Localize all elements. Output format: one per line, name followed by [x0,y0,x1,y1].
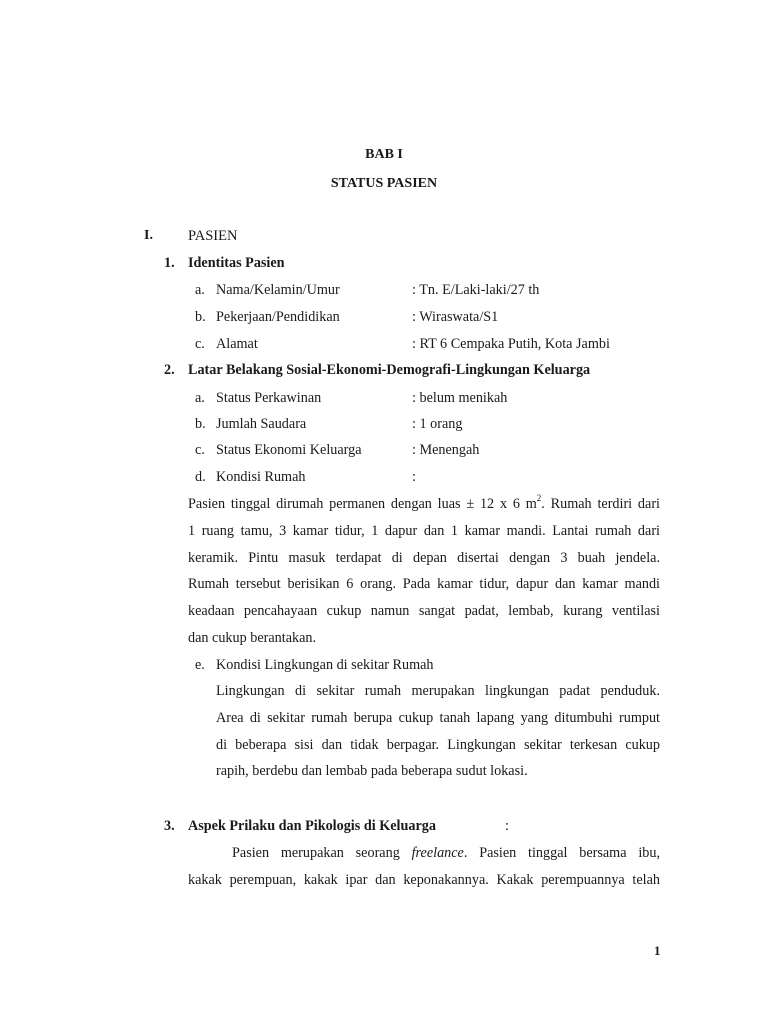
field-value: : 1 orang [412,416,463,432]
paragraph-line: Pasien merupakan seorang freelance. Pasien tinggal bersama ibu, [232,845,660,861]
field-value: : [412,469,416,485]
field-label: Nama/Kelamin/Umur [216,282,340,298]
field-value: : Tn. E/Laki-laki/27 th [412,282,540,298]
kondisi-rumah-paragraph [188,491,660,652]
aspek-prilaku-paragraph [188,840,660,894]
section-title: PASIEN [188,228,238,244]
paragraph-line: kakak perempuan, kakak ipar dan keponakannya. Kakak perempuannya telah [188,871,660,888]
kondisi-lingkungan-paragraph [216,678,660,785]
page-number: 1 [654,943,661,958]
field-label: Alamat [216,336,258,352]
field-label: Jumlah Saudara [216,416,307,432]
paragraph-line: Rumah tersebut berisikan 6 orang. Pada kamar tidur, dapur dan kamar mandi [188,576,660,593]
field-label: Status Ekonomi Keluarga [216,442,362,458]
superscript: 2 [536,493,542,504]
section-roman: I. [144,228,153,243]
sub3-number: 3. [164,818,175,834]
list-letter: b. [195,309,206,325]
list-letter: e. [195,657,205,673]
field-value: : belum menikah [412,390,508,406]
list-letter: a. [195,390,205,406]
field-label: Status Perkawinan [216,390,322,406]
sub3-colon: : [505,818,509,834]
field-label: Kondisi Rumah [216,469,306,485]
field-value: : Wiraswata/S1 [412,309,499,325]
field-label: Pekerjaan/Pendidikan [216,309,340,325]
paragraph-line: di beberapa sisi dan tidak berpagar. Lingkungan sekitar terkesan cukup [216,736,660,753]
field-label: Kondisi Lingkungan di sekitar Rumah [216,657,434,673]
list-letter: c. [195,442,205,458]
paragraph-line: dan cukup berantakan. [188,629,317,646]
field-value: : RT 6 Cempaka Putih, Kota Jambi [412,336,610,352]
paragraph-line: Lingkungan di sekitar rumah merupakan lingkungan padat penduduk. [216,683,660,699]
sub1-title: Identitas Pasien [188,255,285,271]
paragraph-line: keadaan pencahayaan cukup namun sangat padat, lembab, kurang ventilasi [188,603,660,620]
sub1-number: 1. [164,255,175,271]
paragraph-line: rapih, berdebu dan lembab pada beberapa sudut lokasi. [216,763,528,780]
paragraph-line: 1 ruang tamu, 3 kamar tidur, 1 dapur dan 1 kamar mandi. Lantai rumah dari [188,522,660,539]
paragraph-line: Area di sekitar rumah berupa cukup tanah lapang yang ditumbuhi rumput [216,709,660,726]
list-letter: d. [195,469,206,485]
italic-term: freelance [411,845,464,861]
sub2-number: 2. [164,362,175,378]
sub3-title: Aspek Prilaku dan Pikologis di Keluarga [188,818,436,834]
list-letter: c. [195,336,205,352]
paragraph-line: keramik. Pintu masuk terdapat di depan disertai dengan 3 buah jendela. [188,549,660,566]
list-letter: a. [195,282,205,298]
chapter-subtitle: STATUS PASIEN [330,176,438,191]
list-letter: b. [195,416,206,432]
paragraph-line: Pasien tinggal dirumah permanen dengan luas ± 12 x 6 $m^2$. Rumah terdiri dari [188,493,660,512]
chapter-title: BAB I [365,147,403,162]
field-value: : Menengah [412,442,480,458]
sub2-title: Latar Belakang Sosial-Ekonomi-Demografi-Lingkungan Keluarga [188,362,591,378]
